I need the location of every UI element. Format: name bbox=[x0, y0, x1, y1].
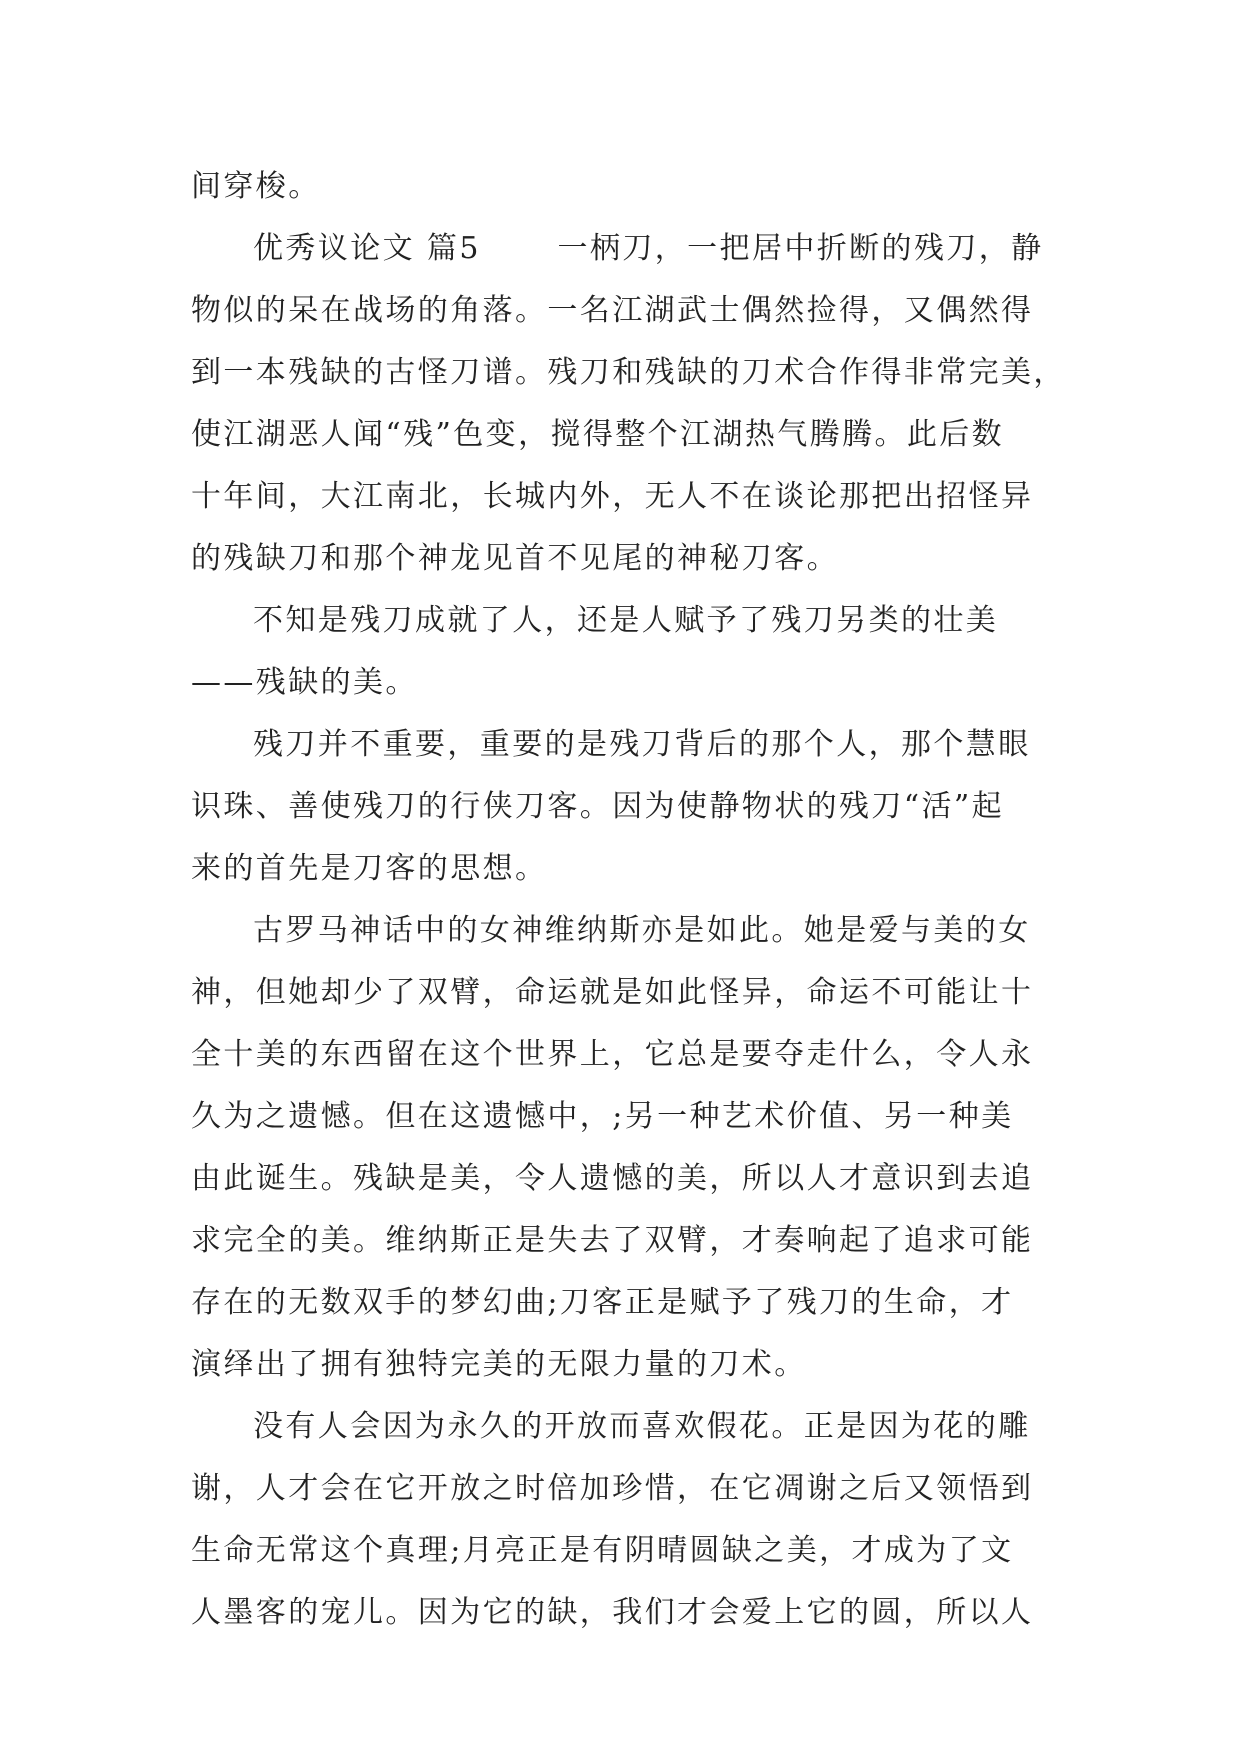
text-line: 使江湖恶人闻“残”色变，搅得整个江湖热气腾腾。此后数 bbox=[191, 417, 1005, 452]
text-line: 全十美的东西留在这个世界上，它总是要夺走什么，令人永 bbox=[191, 1037, 1034, 1072]
text-line: 久为之遗憾。但在这遗憾中，;另一种艺术价值、另一种美 bbox=[191, 1099, 1014, 1134]
text-line: 存在的无数双手的梦幻曲;刀客正是赋予了残刀的生命，才 bbox=[191, 1285, 1014, 1320]
text-line: 物似的呆在战场的角落。一名江湖武士偶然捡得，又偶然得 bbox=[191, 293, 1034, 328]
text-line: 由此诞生。残缺是美，令人遗憾的美，所以人才意识到去追 bbox=[191, 1161, 1034, 1196]
text-line: 谢，人才会在它开放之时倍加珍惜，在它凋谢之后又领悟到 bbox=[191, 1471, 1034, 1506]
text-line: 神，但她却少了双臂，命运就是如此怪异，命运不可能让十 bbox=[191, 975, 1034, 1010]
text-line: 人墨客的宠儿。因为它的缺，我们才会爱上它的圆，所以人 bbox=[191, 1595, 1034, 1630]
text-line: 识珠、善使残刀的行侠刀客。因为使静物状的残刀“活”起 bbox=[191, 789, 1005, 824]
text-line: 求完全的美。维纳斯正是失去了双臂，才奏响起了追求可能 bbox=[191, 1223, 1034, 1258]
text-line: 的残缺刀和那个神龙见首不见尾的神秘刀客。 bbox=[191, 541, 839, 576]
text-line: 没有人会因为永久的开放而喜欢假花。正是因为花的雕 bbox=[253, 1409, 1031, 1444]
text-line: 不知是残刀成就了人，还是人赋予了残刀另类的壮美 bbox=[253, 603, 999, 638]
text-line: 古罗马神话中的女神维纳斯亦是如此。她是爱与美的女 bbox=[253, 913, 1031, 948]
text-line: 间穿梭。 bbox=[191, 169, 321, 204]
text-line: ——残缺的美。 bbox=[191, 665, 418, 700]
text-line: 十年间，大江南北，长城内外，无人不在谈论那把出招怪异 bbox=[191, 479, 1034, 514]
text-line: 演绎出了拥有独特完美的无限力量的刀术。 bbox=[191, 1347, 807, 1382]
text-line: 生命无常这个真理;月亮正是有阴晴圆缺之美，才成为了文 bbox=[191, 1533, 1014, 1568]
text-line: 来的首先是刀客的思想。 bbox=[191, 851, 548, 886]
document-body bbox=[191, 156, 1066, 1644]
text-line: 优秀议论文 篇5 一柄刀，一把居中折断的残刀，静 bbox=[253, 231, 1044, 266]
text-line: 残刀并不重要，重要的是残刀背后的那个人，那个慧眼 bbox=[253, 727, 1031, 762]
text-line: 到一本残缺的古怪刀谱。残刀和残缺的刀术合作得非常完美， bbox=[191, 355, 1066, 390]
